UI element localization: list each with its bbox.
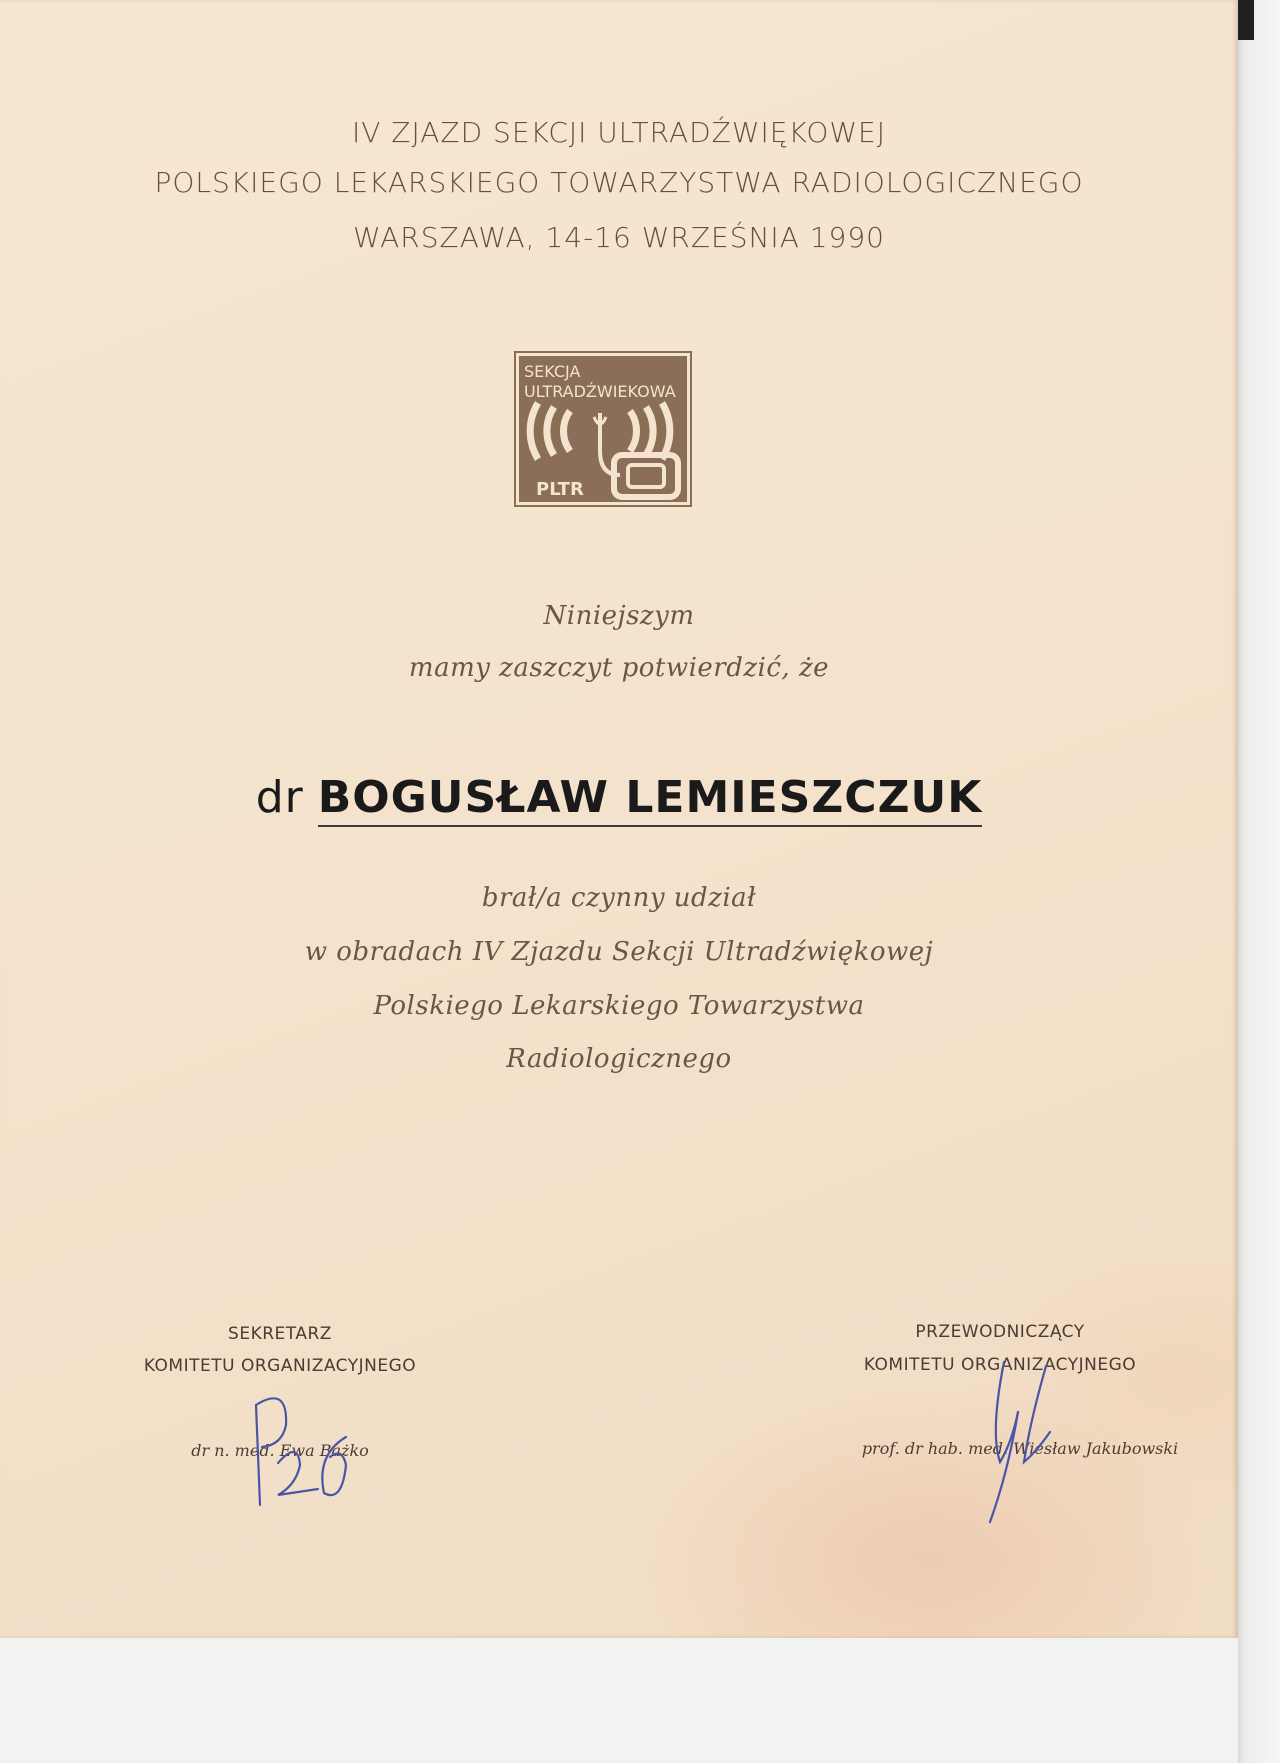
logo-text-ultradzwiekowa: ULTRADŹWIEKOWA (524, 382, 676, 401)
ultrasound-emblem-icon (514, 351, 692, 507)
header-line-3: WARSZAWA, 14-16 WRZEŚNIA 1990 (352, 221, 885, 254)
left-sig-heading-1: SEKRETARZ (228, 1324, 332, 1344)
left-sig-name: dr n. med. Ewa Bażko (191, 1441, 369, 1460)
header-line-2: POLSKIEGO LEKARSKIEGO TOWARZYSTWA RADIOLOGICZNEGO (154, 166, 1084, 199)
body-line-1: brał/a czynny udział (481, 883, 757, 913)
recipient-name (0, 772, 1238, 823)
left-signature (238, 1385, 378, 1515)
section-logo (514, 351, 692, 507)
body-line-2: w obradach IV Zjazdu Sekcji Ultradźwiękowej (304, 937, 934, 967)
logo-text-pltr: PLTR (536, 479, 584, 500)
body-line-4: Radiologicznego (506, 1044, 732, 1074)
right-sig-heading-1: PRZEWODNICZĄCY (915, 1322, 1085, 1342)
intro-line-2: mamy zaszczyt potwierdzić, że (408, 653, 830, 683)
recipient-title: dr (255, 772, 304, 823)
recipient-full-name: BOGUSŁAW LEMIESZCZUK (318, 772, 983, 827)
intro-line-1: Niniejszym (543, 601, 695, 631)
header-line-1: IV ZJAZD SEKCJI ULTRADŹWIĘKOWEJ (351, 116, 886, 149)
right-sig-name: prof. dr hab. med. Wiesław Jakubowski (861, 1439, 1179, 1458)
right-sig-heading-2: KOMITETU ORGANIZACYJNEGO (863, 1355, 1137, 1375)
logo-text-sekcja: SEKCJA (524, 362, 581, 381)
right-signature (960, 1352, 1080, 1532)
left-sig-heading-2: KOMITETU ORGANIZACYJNEGO (143, 1356, 417, 1376)
body-line-3: Polskiego Lekarskiego Towarzystwa (373, 991, 865, 1021)
scanner-edge (1238, 0, 1280, 1763)
